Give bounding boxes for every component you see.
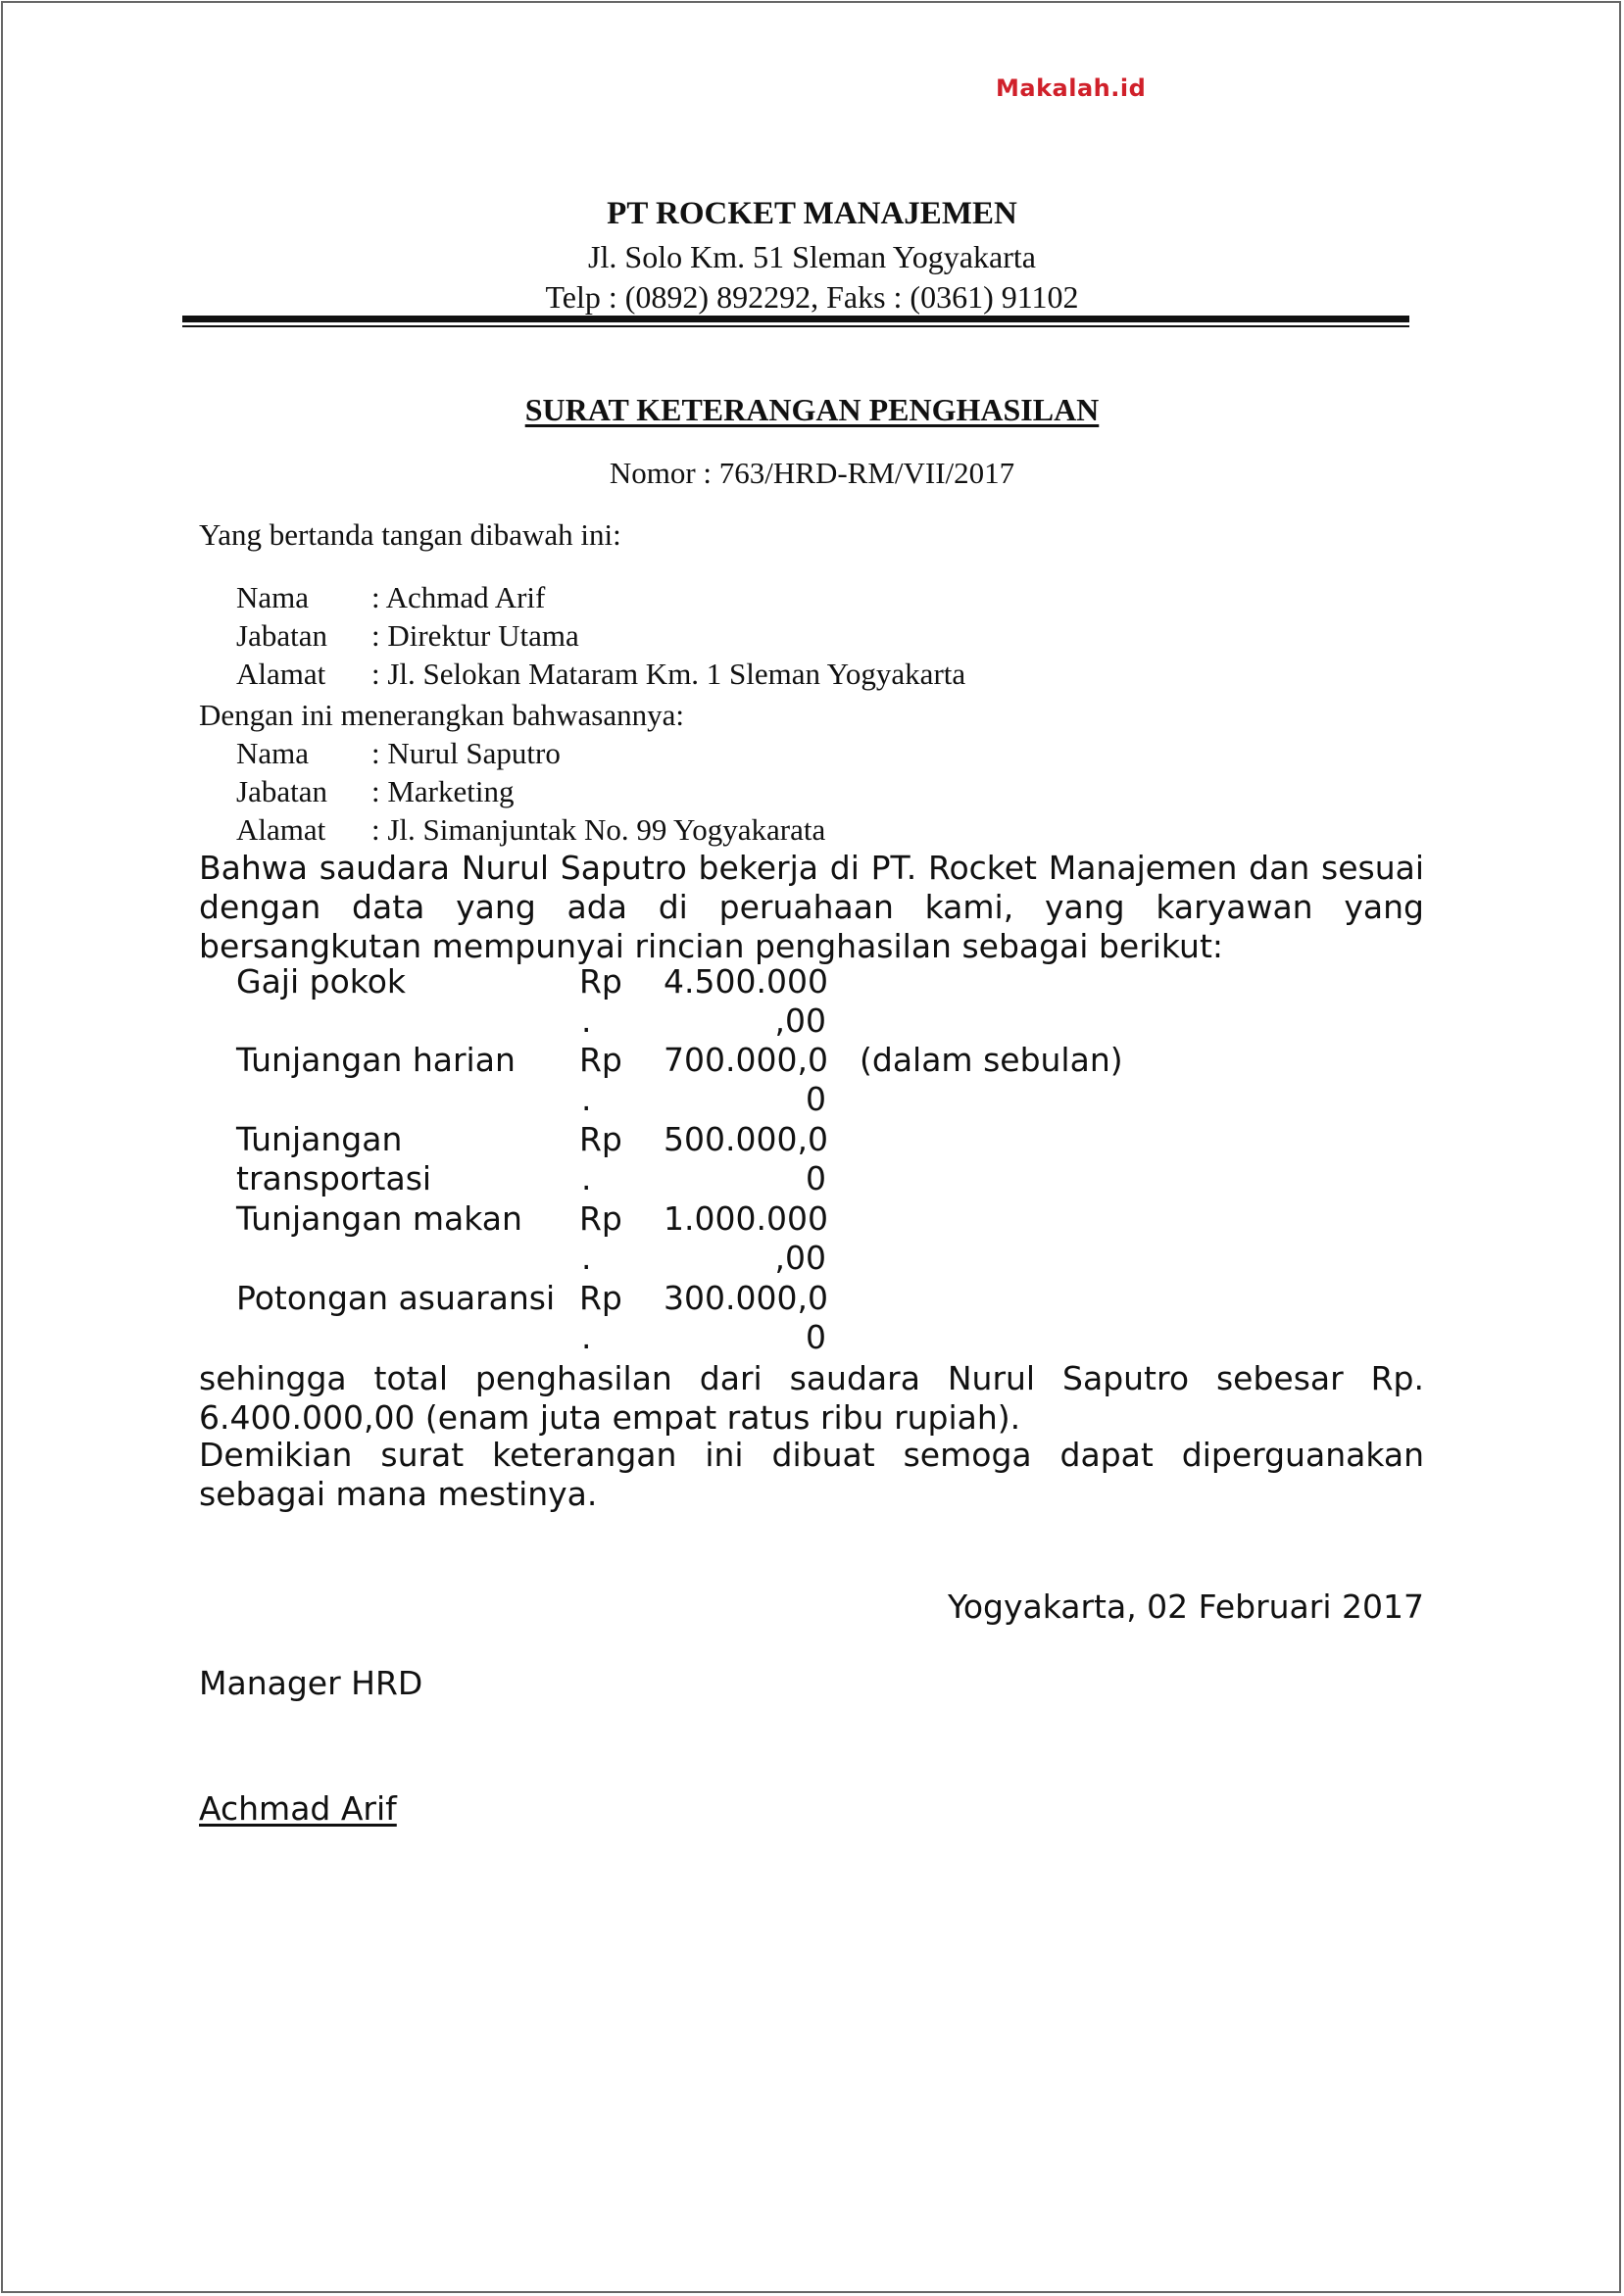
letterhead-rule-thin	[182, 325, 1409, 327]
document-title: SURAT KETERANGAN PENGHASILAN	[524, 392, 1100, 427]
income-note: (dalam sebulan)	[860, 1041, 1123, 1079]
employee-name-row	[236, 736, 561, 771]
company-address: Jl. Solo Km. 51 Sleman Yogyakarta	[588, 239, 1036, 274]
field-label: Alamat	[236, 657, 326, 691]
closing-paragraph: Demikian surat keterangan ini dibuat semoga dapat diperguanakan sebagai mana mestinya.	[199, 1436, 1424, 1513]
field-label: Alamat	[236, 812, 326, 847]
income-amount: 700.000,0	[664, 1041, 828, 1079]
income-label: Tunjangan makan	[236, 1199, 522, 1238]
income-currency: Rp	[579, 962, 622, 1001]
income-amount: 4.500.000	[664, 962, 828, 1001]
income-currency-dot: .	[581, 1159, 592, 1197]
statement-paragraph: Bahwa saudara Nurul Saputro bekerja di PT. Rocket Manajemen dan sesuai dengan data yang ada di peruahaan kami, yang karyawan yang bersangkutan mempunyai rincian penghasilan sebagai berikut:	[199, 849, 1424, 965]
field-label: Jabatan	[236, 774, 327, 808]
signatory-position-row	[236, 618, 579, 654]
company-contact: Telp : (0892) 892292, Faks : (0361) 91102	[545, 279, 1079, 315]
signatory-name-row	[236, 580, 545, 615]
income-amount: 300.000,0	[664, 1279, 828, 1317]
income-amount-decimals: 0	[806, 1159, 826, 1197]
total-income-paragraph: sehingga total penghasilan dari saudara Nurul Saputro sebesar Rp. 6.400.000,00 (enam juta empat ratus ribu rupiah).	[199, 1359, 1424, 1437]
income-amount-decimals: 0	[806, 1080, 826, 1118]
place-date: Yogyakarta, 02 Februari 2017	[948, 1588, 1424, 1626]
income-amount-decimals: ,00	[774, 1239, 826, 1277]
signatory-address-row	[236, 657, 965, 692]
income-row-transport-allowance	[236, 1120, 1157, 1198]
income-amount: 500.000,0	[664, 1120, 828, 1158]
income-currency-dot: .	[581, 1001, 592, 1040]
income-row-meal-allowance	[236, 1199, 1157, 1278]
field-value: : Direktur Utama	[371, 618, 579, 653]
income-amount-decimals: 0	[806, 1318, 826, 1356]
income-label: Tunjangan transportasi	[236, 1120, 432, 1197]
income-amount: 1.000.000	[664, 1199, 828, 1238]
income-amount-decimals: ,00	[774, 1001, 826, 1040]
income-currency-dot: .	[581, 1239, 592, 1277]
signer-name: Achmad Arif	[199, 1789, 397, 1828]
field-value: : Jl. Simanjuntak No. 99 Yogyakarata	[371, 812, 826, 847]
field-value: : Achmad Arif	[371, 580, 546, 614]
income-currency: Rp	[579, 1041, 622, 1079]
letterhead-rule-thick	[182, 316, 1409, 322]
field-label: Jabatan	[236, 618, 327, 653]
field-value: : Nurul Saputro	[371, 736, 561, 770]
signer-title: Manager HRD	[199, 1664, 423, 1702]
employee-address-row	[236, 812, 825, 848]
field-value: : Jl. Selokan Mataram Km. 1 Sleman Yogyakarta	[371, 657, 966, 691]
employee-position-row	[236, 774, 515, 809]
income-currency-dot: .	[581, 1080, 592, 1118]
field-label: Nama	[236, 580, 310, 614]
company-name: PT ROCKET MANAJEMEN	[607, 196, 1017, 231]
income-currency-dot: .	[581, 1318, 592, 1356]
watermark-logo: Makalah.id	[996, 74, 1147, 102]
signatory-intro: Yang bertanda tangan dibawah ini:	[199, 517, 621, 552]
income-label: Tunjangan harian	[236, 1041, 516, 1079]
income-row-basic-salary	[236, 962, 1157, 1041]
employee-intro: Dengan ini menerangkan bahwasannya:	[199, 698, 684, 732]
income-currency: Rp	[579, 1120, 622, 1158]
income-row-daily-allowance	[236, 1041, 1157, 1119]
income-currency: Rp	[579, 1199, 622, 1238]
field-value: : Marketing	[371, 774, 515, 808]
document-number: Nomor : 763/HRD-RM/VII/2017	[609, 456, 1015, 490]
income-label: Gaji pokok	[236, 962, 406, 1001]
income-label: Potongan asuaransi	[236, 1279, 556, 1317]
income-row-insurance-deduction	[236, 1279, 1157, 1357]
field-label: Nama	[236, 736, 310, 770]
income-currency: Rp	[579, 1279, 622, 1317]
